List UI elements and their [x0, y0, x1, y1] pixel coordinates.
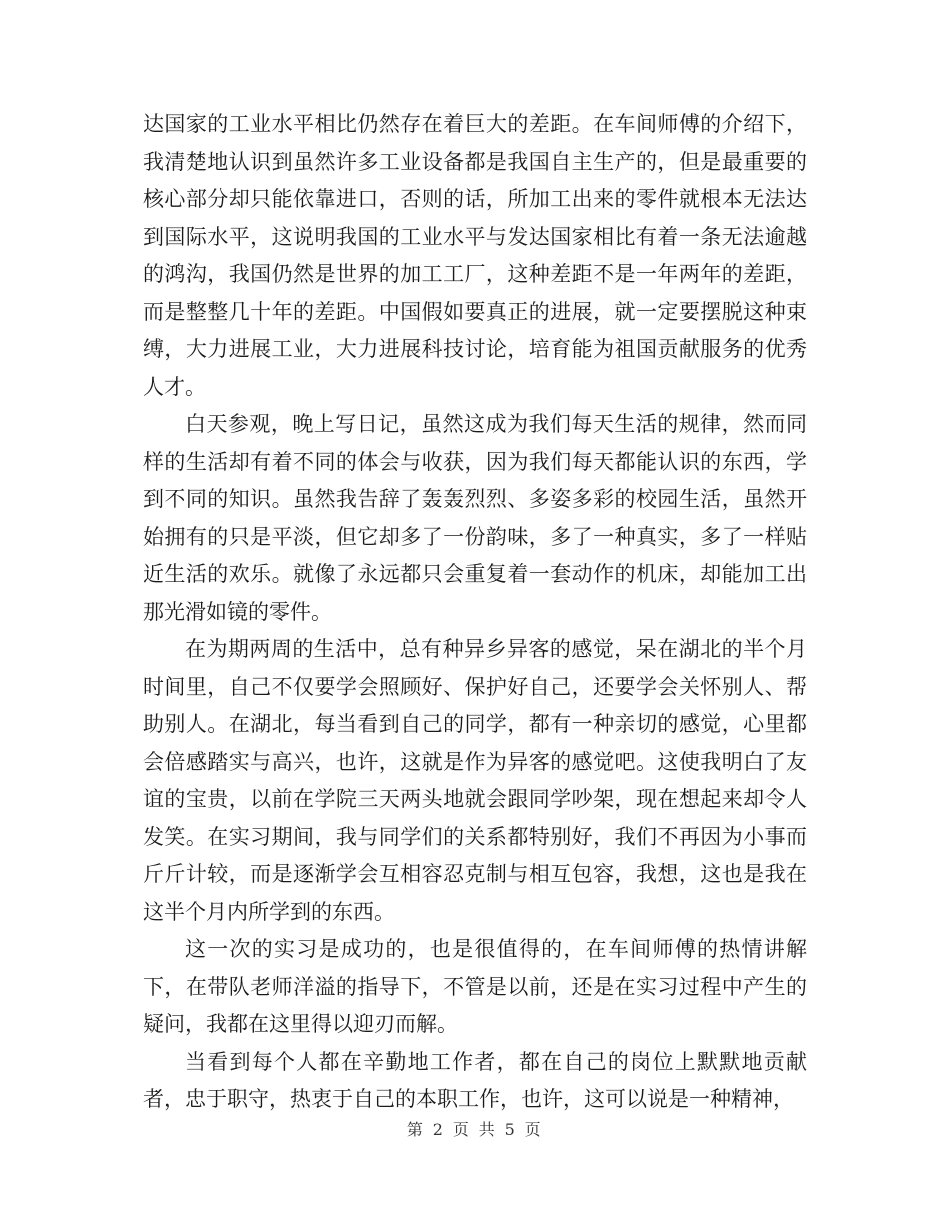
paragraph-1: 达国家的工业水平相比仍然存在着巨大的差距。在车间师傅的介绍下，我清楚地认识到虽然许多工业设备都是我国自主生产的，但是最重要的核心部分却只能依靠进口，否则的话，所加工出来的零件就根本无法达到国际水平，这说明我国的工业水平与发达国家相比有着一条无法逾越的鸿沟，我国仍然是世界的加工工厂，这种差距不是一年两年的差距，而是整整几十年的差距。中国假如要真正的进展，就一定要摆脱这种束缚，大力进展工业，大力进展科技讨论，培育能为祖国贡献服务的优秀人才。 [143, 112, 807, 399]
body-text [143, 106, 807, 1119]
page-footer: 第 2 页 共 5 页 [406, 1120, 544, 1139]
paragraph-4: 这一次的实习是成功的，也是很值得的，在车间师傅的热情讲解下，在带队老师洋溢的指导下，不管是以前，还是在实习过程中产生的疑问，我都在这里得以迎刃而解。 [143, 937, 807, 1036]
paragraph-2: 白天参观，晚上写日记，虽然这成为我们每天生活的规律，然而同样的生活却有着不同的体会与收获，因为我们每天都能认识的东西，学到不同的知识。虽然我告辞了轰轰烈烈、多姿多彩的校园生活，虽然开始拥有的只是平淡，但它却多了一份韵味，多了一种真实，多了一样贴近生活的欢乐。就像了永远都只会重复着一套动作的机床，却能加工出那光滑如镜的零件。 [143, 412, 807, 624]
paragraph-5: 当看到每个人都在辛勤地工作者，都在自己的岗位上默默地贡献者，忠于职守，热衷于自己的本职工作，也许，这可以说是一种精神， [143, 1049, 807, 1111]
paragraph-3: 在为期两周的生活中，总有种异乡异客的感觉，呆在湖北的半个月时间里，自己不仅要学会照顾好、保护好自己，还要学会关怀别人、帮助别人。在湖北，每当看到自己的同学，都有一种亲切的感觉，心里都会倍感踏实与高兴，也许，这就是作为异客的感觉吧。这使我明白了友谊的宝贵，以前在学院三天两头地就会跟同学吵架，现在想起来却令人发笑。在实习期间，我与同学们的关系都特别好，我们不再因为小事而斤斤计较，而是逐渐学会互相容忍克制与相互包容，我想，这也是我在这半个月内所学到的东西。 [143, 637, 807, 924]
